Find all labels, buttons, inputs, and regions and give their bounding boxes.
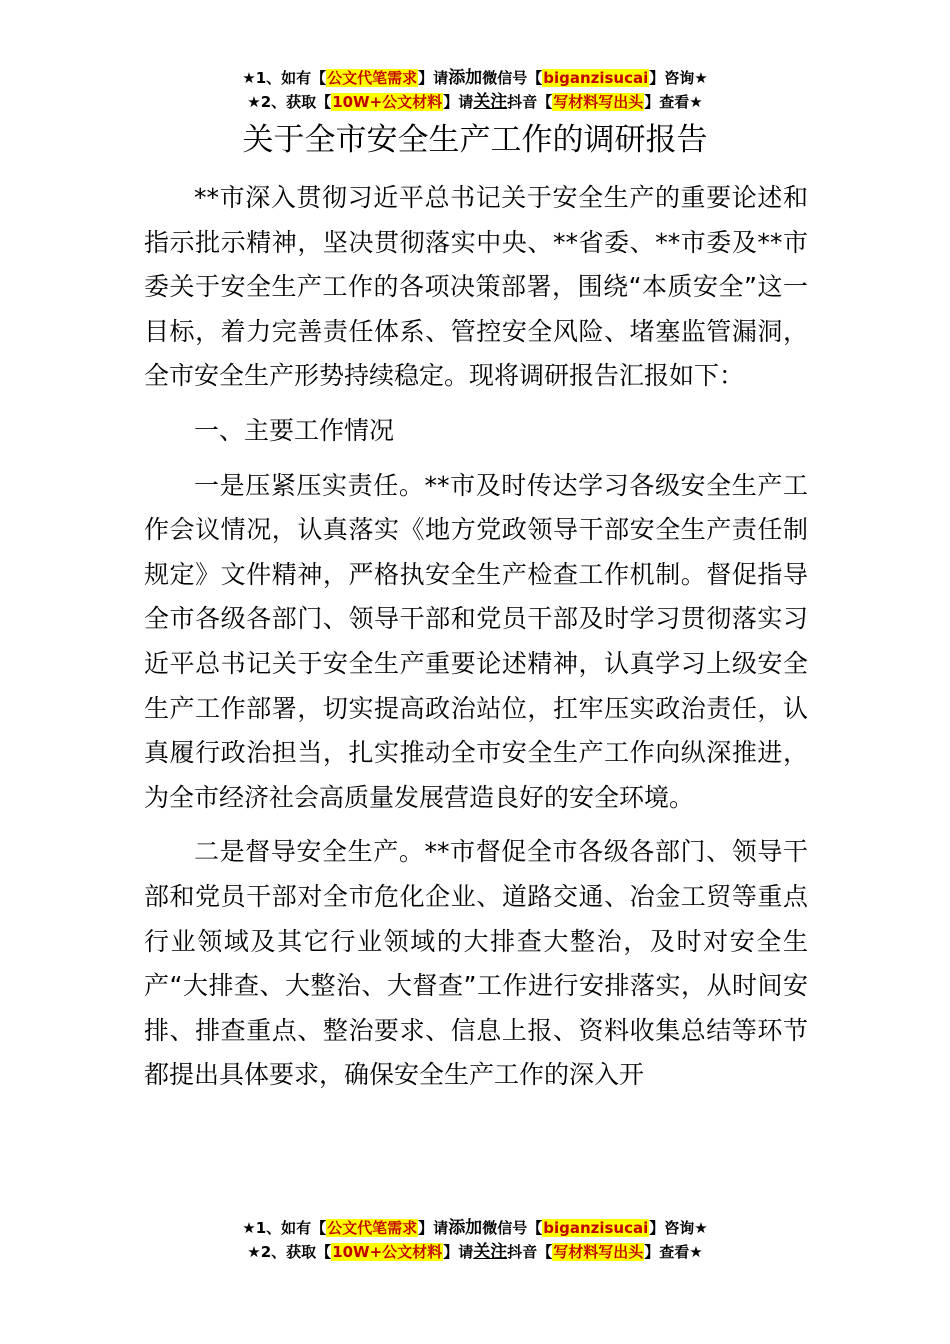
banner-text: ★2、获取【 xyxy=(247,1243,332,1261)
banner-text: 微信号【 xyxy=(482,69,543,87)
banner-highlight: biganzisucai xyxy=(543,1219,649,1237)
body-paragraph: 一是压紧压实责任。**市及时传达学习各级安全生产工作会议情况，认真落实《地方党政领导干部安全生产责任制规定》文件精神，严格执安全生产检查工作机制。督促指导全市各级各部门、领导干部和党员干部及时学习贯彻落实习近平总书记关于安全生产重要论述精神，认真学习上级安全生产工作部署，切实提高政治站位，扛牢压实政治责任，认真履行政治担当，扎实推动全市安全生产工作向纵深推进，为全市经济社会高质量发展营造良好的安全环境。 xyxy=(144,470,808,812)
banner-text: ★2、获取【 xyxy=(247,93,332,111)
section-heading: 一、主要工作情况 xyxy=(194,415,395,445)
banner-line-2 xyxy=(0,90,950,114)
banner-text: 】咨询★ xyxy=(649,69,708,87)
banner-emphasis: 关注 xyxy=(473,1242,508,1262)
banner-highlight: biganzisucai xyxy=(543,69,649,87)
banner-highlight: 写材料写出头 xyxy=(553,93,644,111)
banner-text: 微信号【 xyxy=(482,1219,543,1237)
top-banner xyxy=(0,66,950,114)
document-title: 关于全市安全生产工作的调研报告 xyxy=(242,122,708,158)
banner-text: 】咨询★ xyxy=(649,1219,708,1237)
banner-text: ★1、如有【 xyxy=(242,69,327,87)
banner-text: 】查看★ xyxy=(644,1243,703,1261)
banner-text: 】请 xyxy=(418,69,449,87)
banner-text: 抖音【 xyxy=(507,1243,553,1261)
banner-emphasis: 添加 xyxy=(448,68,483,88)
banner-highlight: 公文代笔需求 xyxy=(327,1219,418,1237)
banner-line-1 xyxy=(0,66,950,90)
banner-text: 抖音【 xyxy=(507,93,553,111)
body-paragraph: 二是督导安全生产。**市督促全市各级各部门、领导干部和党员干部对全市危化企业、道路交通、冶金工贸等重点行业领域及其它行业领域的大排查大整治，及时对安全生产“大排查、大整治、大督查”工作进行安排落实，从时间安排、排查重点、整治要求、信息上报、资料收集总结等环节都提出具体要求，确保安全生产工作的深入开 xyxy=(144,837,808,1090)
banner-highlight: 写材料写出头 xyxy=(553,1243,644,1261)
banner-highlight: 10W+公文材料 xyxy=(332,93,443,111)
banner-highlight: 公文代笔需求 xyxy=(327,69,418,87)
banner-emphasis: 关注 xyxy=(473,92,508,112)
document-body xyxy=(144,176,808,1108)
banner-highlight: 10W+公文材料 xyxy=(332,1243,443,1261)
banner-text: 】查看★ xyxy=(644,93,703,111)
bottom-banner xyxy=(0,1216,950,1264)
banner-emphasis: 添加 xyxy=(448,1218,483,1238)
banner-text: 】请 xyxy=(443,93,474,111)
intro-paragraph: **市深入贯彻习近平总书记关于安全生产的重要论述和指示批示精神，坚决贯彻落实中央、**省委、**市委及**市委关于安全生产工作的各项决策部署，围绕“本质安全”这一目标，着力完善责任体系、管控安全风险、堵塞监管漏洞，全市安全生产形势持续稳定。现将调研报告汇报如下： xyxy=(144,183,808,391)
banner-text: ★1、如有【 xyxy=(242,1219,327,1237)
banner-text: 】请 xyxy=(418,1219,449,1237)
banner-line-2 xyxy=(0,1240,950,1264)
banner-line-1 xyxy=(0,1216,950,1240)
banner-text: 】请 xyxy=(443,1243,474,1261)
